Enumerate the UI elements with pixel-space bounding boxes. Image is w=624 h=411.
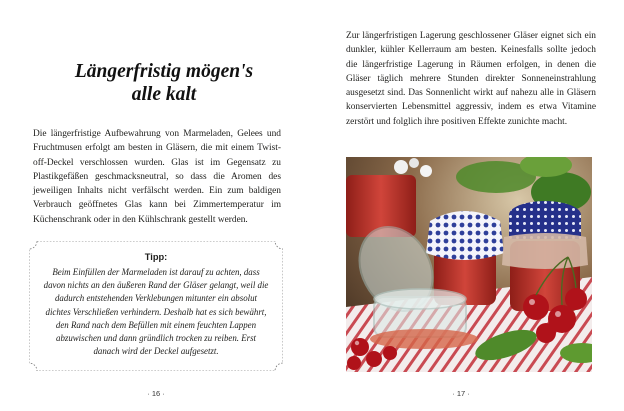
page-number-left: · 16 · (147, 389, 165, 398)
photo-illustration (346, 157, 592, 372)
body-text-left: Die längerfristige Aufbewahrung von Marmeladen, Gelees und Fruchtmusen erfolgt am besten in Gläsern, die mit einem Twist-off-Deckel verschlossen wurden. Glas ist im Gegensatz zu Plastikgefäßen geschmacksneutral, so dass die Aromen des jeweiligen Inhalts nicht verfälscht werden. Ein zum baldigen Verbrauch geöffnetes Glas kann bei Zimmertemperatur im Küchenschrank oder in den Kühlschrank gestellt werden. (33, 129, 281, 225)
tip-text: Beim Einfüllen der Marmeladen ist darauf zu achten, dass davon nichts an den äußeren Rand der Gläser gelangt, weil die dadurch entstehenden Verklebungen mitunter ein absolut dichtes Verschließen verhindern. Deshalb hat es sich bewährt, den Rand nach dem Befüllen mit einem feuchten Lappen abzuwischen und dann gründlich trocken zu reiben. Erst danach wird der Deckel aufgesetzt. (43, 267, 269, 357)
chapter-heading (34, 60, 294, 106)
tip-title: Tipp: (144, 252, 168, 262)
tip-box (29, 241, 283, 371)
jam-jars-photo (346, 157, 592, 372)
heading-line-2: alle kalt (131, 84, 197, 105)
heading-line-1: Längerfristig mögen's (74, 61, 254, 82)
page-number-right: · 17 · (452, 389, 470, 398)
body-text-right: Zur längerfristigen Lagerung geschlossener Gläser eignet sich ein dunkler, kühler Kellerraum am besten. Keinesfalls sollte jedoch die längerfristige Lagerung in Räumen erfolgen, in denen die Gläser täglich mehrere Stunden direkter Sonneneinstrahlung ausgesetzt sind. Das Sonnenlicht wirkt auf nahezu alle in Gläsern konservierten Lebensmittel aggressiv, indem es etwa Vitamine zerstört und folglich ihre positiven Effekte zunichte macht. (346, 31, 596, 127)
